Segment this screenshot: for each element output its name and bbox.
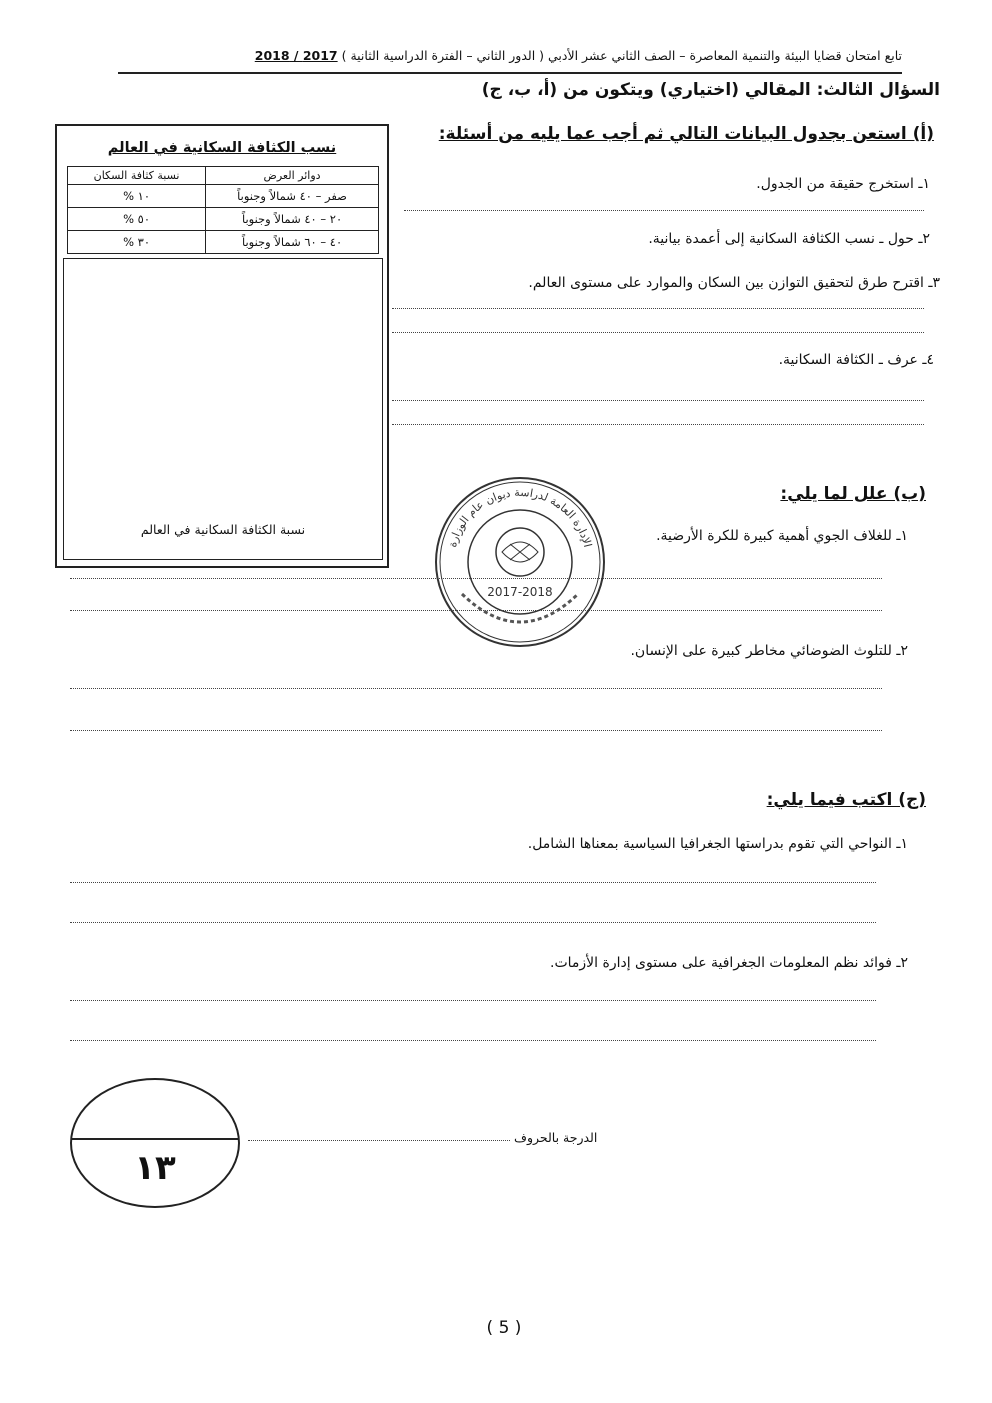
official-stamp: [432, 474, 608, 650]
question-3-title: [482, 80, 940, 100]
grade-divider: [72, 1138, 238, 1140]
question-3-title-text: السؤال الثالث: المقالي (اختياري) ويتكون من (أ، ب، ج): [481, 80, 940, 100]
data-table-box: [55, 124, 389, 568]
grade-oval: [70, 1078, 240, 1208]
table-row: [68, 185, 379, 208]
stamp-year: 2017-2018: [487, 585, 553, 599]
table-cell: ٤٠ – ٦٠ شمالاً وجنوباً: [206, 231, 379, 254]
table-header-row: [68, 167, 379, 185]
part-a-item-2: ٢ـ حول ـ نسب الكثافة السكانية إلى أعمدة بيانية.: [648, 231, 930, 247]
header-year: 2017 / 2018: [254, 48, 338, 63]
grade-number: ١٣: [134, 1148, 176, 1188]
stamp-outer-text: الإدارة العامة لدراسة ديوان عام الوزارة: [445, 485, 595, 549]
part-c-item-2: ٢ـ فوائد نظم المعلومات الجغرافية على مستوى إدارة الأزمات.: [550, 955, 908, 971]
grade-words-label: الدرجة بالحروف: [514, 1130, 598, 1145]
part-c-item-1: ١ـ النواحي التي تقوم بدراستها الجغرافيا السياسية بمعناها الشامل.: [527, 836, 908, 852]
bar-chart-answer-area[interactable]: [63, 258, 383, 560]
answer-line[interactable]: [70, 1000, 876, 1001]
table-cell: صفر – ٤٠ شمالاً وجنوباً: [206, 185, 379, 208]
part-a-item-1: ١ـ استخرج حقيقة من الجدول.: [756, 176, 930, 192]
answer-line[interactable]: [70, 922, 876, 923]
header-text: تابع امتحان قضايا البيئة والتنمية المعاصرة – الصف الثاني عشر الأدبي ( الدور الثاني – الفترة الدراسية الثانية ): [341, 48, 902, 63]
part-a-item-4: ٤ـ عرف ـ الكثافة السكانية.: [778, 352, 934, 368]
table-header-cell: نسبة كثافة السكان: [68, 167, 206, 185]
data-table-title: نسب الكثافة السكانية في العالم: [107, 140, 337, 156]
part-c-title: (ج) اكتب فيما يلي:: [766, 790, 926, 810]
part-b-item-2: ٢ـ للتلوث الضوضائي مخاطر كبيرة على الإنسان.: [630, 643, 908, 659]
part-b-title: (ب) علل لما يلي:: [780, 484, 926, 504]
answer-line[interactable]: [70, 882, 876, 883]
table-cell: ٣٠ %: [68, 231, 206, 254]
answer-line[interactable]: [404, 210, 924, 211]
chart-caption: نسبة الكثافة السكانية في العالم: [140, 522, 306, 537]
answer-line[interactable]: [392, 400, 924, 401]
table-cell: ٢٠ – ٤٠ شمالاً وجنوباً: [206, 208, 379, 231]
table-cell: ٥٠ %: [68, 208, 206, 231]
answer-line[interactable]: [70, 730, 882, 731]
table-header-cell: دوائر العرض: [206, 167, 379, 185]
data-table: [67, 166, 379, 254]
answer-line[interactable]: [392, 308, 924, 309]
part-a-item-3: ٣ـ اقترح طرق لتحقيق التوازن بين السكان والموارد على مستوى العالم.: [528, 275, 940, 291]
table-row: [68, 208, 379, 231]
answer-line[interactable]: [392, 332, 924, 333]
part-a-title: (أ) استعن بجدول البيانات التالي ثم أجب عما يليه من أسئلة:: [438, 124, 934, 144]
grade-words-line[interactable]: [248, 1140, 510, 1141]
table-cell: ١٠ %: [68, 185, 206, 208]
page-number: ( 5 ): [486, 1318, 522, 1338]
exam-header: [118, 48, 902, 74]
answer-line[interactable]: [70, 688, 882, 689]
answer-line[interactable]: [392, 424, 924, 425]
answer-line[interactable]: [70, 1040, 876, 1041]
part-b-item-1: ١ـ للغلاف الجوي أهمية كبيرة للكرة الأرضية.: [656, 528, 908, 544]
table-row: [68, 231, 379, 254]
